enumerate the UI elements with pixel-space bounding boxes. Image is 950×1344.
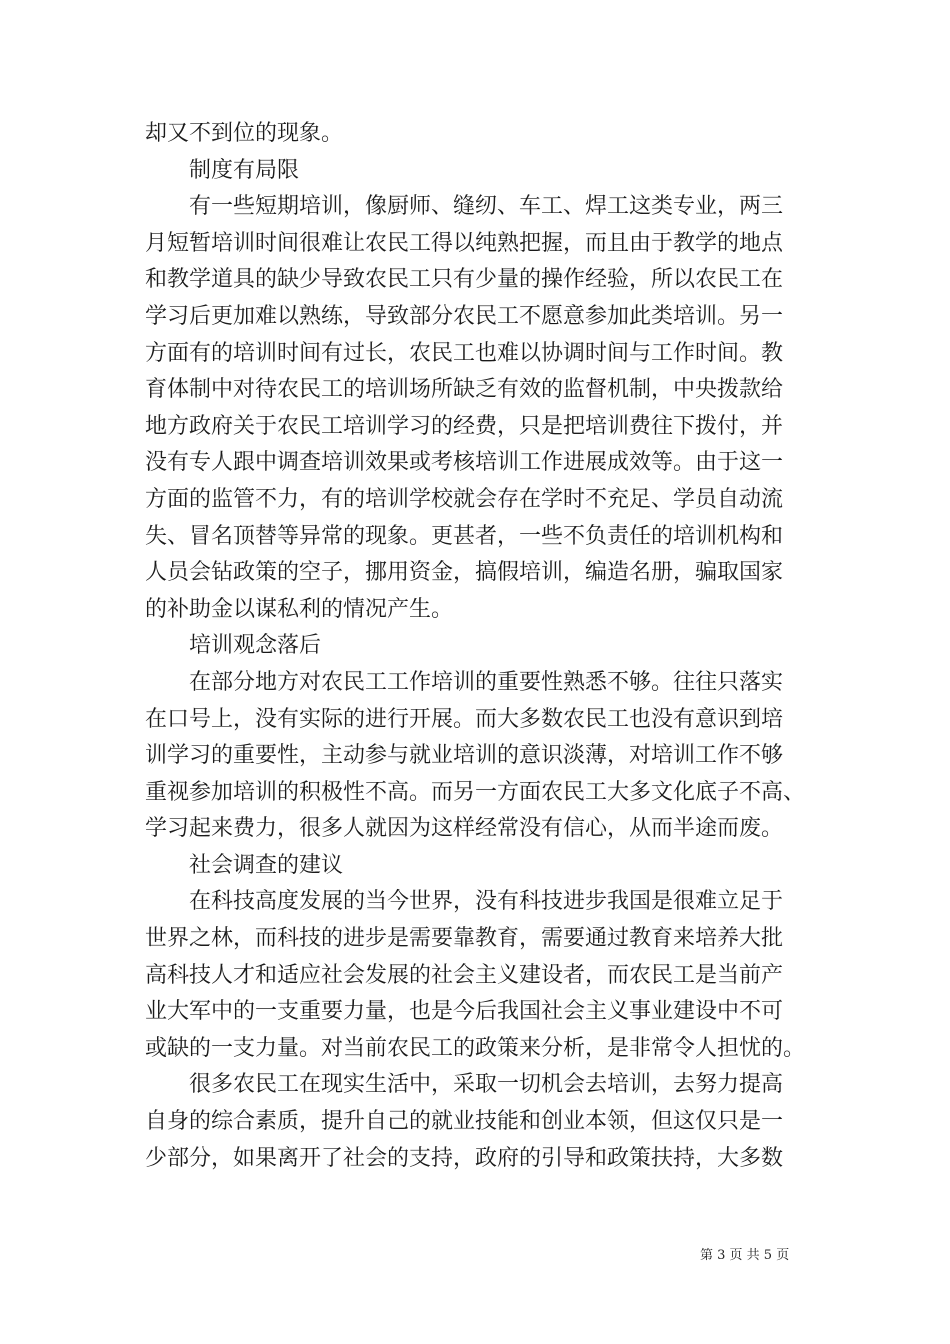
text-line: 在部分地方对农民工工作培训的重要性熟悉不够。往往只落实 [189,669,784,695]
text-line: 培训观念落后 [189,633,322,659]
text-line: 在口号上，没有实际的进行开展。而大多数农民工也没有意识到培 [145,706,784,732]
text-line: 没有专人跟中调查培训效果或考核培训工作进展成效等。由于这一 [145,450,784,476]
text-line: 方面的监管不力，有的培训学校就会存在学时不充足、学员自动流 [145,486,784,512]
text-line: 业大军中的一支重要力量，也是今后我国社会主义事业建设中不可 [145,999,784,1025]
text-line: 重视参加培训的积极性不高。而另一方面农民工大多文化底子不高、 [145,779,806,805]
text-line: 育体制中对待农民工的培训场所缺乏有效的监督机制，中央拨款给 [145,377,784,403]
text-line: 世界之林，而科技的进步是需要靠教育，需要通过教育来培养大批 [145,926,784,952]
text-line: 学习后更加难以熟练，导致部分农民工不愿意参加此类培训。另一 [145,303,784,329]
text-line: 和教学道具的缺少导致农民工只有少量的操作经验，所以农民工在 [145,267,784,293]
text-line: 的补助金以谋私利的情况产生。 [145,596,454,622]
text-line: 制度有局限 [189,157,300,183]
text-line: 高科技人才和适应社会发展的社会主义建设者，而农民工是当前产 [145,962,784,988]
text-line: 人员会钻政策的空子，挪用资金，搞假培训，编造名册，骗取国家 [145,560,784,586]
text-line: 在科技高度发展的当今世界，没有科技进步我国是很难立足于 [189,889,784,915]
text-line: 方面有的培训时间有过长，农民工也难以协调时间与工作时间。教 [145,340,784,366]
text-line: 或缺的一支力量。对当前农民工的政策来分析，是非常令人担忧的。 [145,1035,806,1061]
body-text [145,116,810,1177]
page-number-footer: 第 3 页 共 5 页 [700,1248,790,1263]
text-line: 有一些短期培训，像厨师、缝纫、车工、焊工这类专业，两三 [189,194,784,220]
text-line: 失、冒名顶替等异常的现象。更甚者，一些不负责任的培训机构和 [145,523,784,549]
text-line: 地方政府关于农民工培训学习的经费，只是把培训费往下拨付，并 [145,413,784,439]
text-line: 月短暂培训时间很难让农民工得以纯熟把握，而且由于教学的地点 [145,230,784,256]
text-line: 少部分，如果离开了社会的支持，政府的引导和政策扶持，大多数 [145,1145,784,1171]
text-line: 却又不到位的现象。 [145,121,344,146]
text-line: 社会调查的建议 [189,852,344,878]
text-line: 很多农民工在现实生活中，采取一切机会去培训，去努力提高 [189,1072,784,1098]
text-line: 训学习的重要性，主动参与就业培训的意识淡薄，对培训工作不够 [145,743,784,769]
text-line: 学习起来费力，很多人就因为这样经常没有信心，从而半途而废。 [145,816,784,842]
text-line: 自身的综合素质，提升自己的就业技能和创业本领，但这仅只是一 [145,1109,784,1135]
